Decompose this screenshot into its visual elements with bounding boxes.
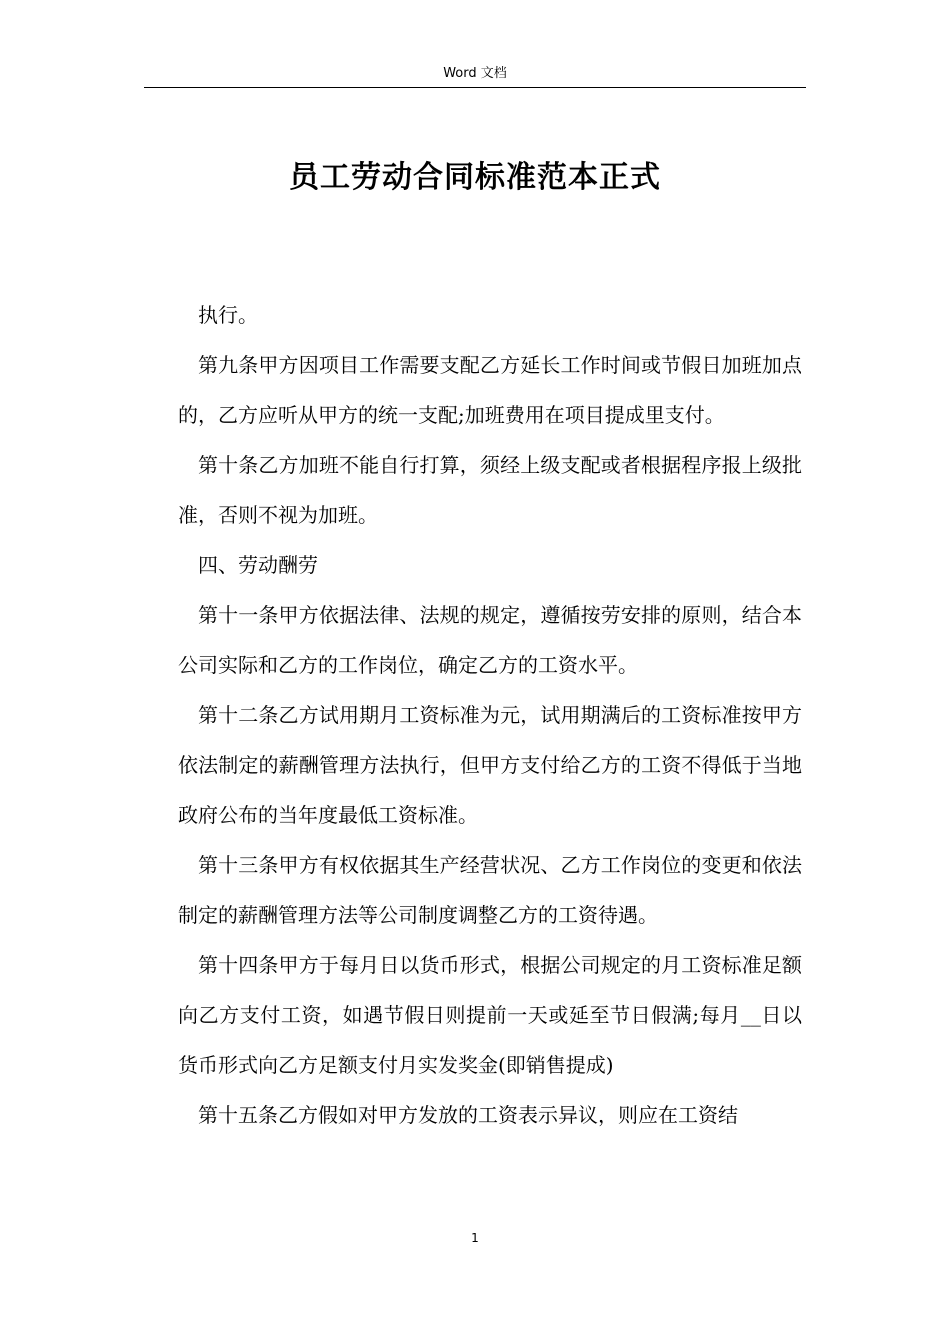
paragraph: 第十二条乙方试用期月工资标准为元，试用期满后的工资标准按甲方依法制定的薪酬管理方法执行，但甲方支付给乙方的工资不得低于当地政府公布的当年度最低工资标准。: [178, 703, 802, 827]
paragraph: 执行。: [198, 303, 258, 327]
section-heading: 四、劳动酬劳: [198, 553, 318, 577]
paragraph: 第十四条甲方于每月日以货币形式，根据公司规定的月工资标准足额向乙方支付工资，如遇节假日则提前一天或延至节日假满;每月__日以货币形式向乙方足额支付月实发奖金(即销售提成): [178, 953, 802, 1077]
paragraph: 第十一条甲方依据法律、法规的规定，遵循按劳安排的原则，结合本公司实际和乙方的工作岗位，确定乙方的工资水平。: [178, 603, 802, 677]
paragraph: 第十五条乙方假如对甲方发放的工资表示异议，则应在工资结: [198, 1103, 738, 1127]
document-body: [178, 290, 802, 1140]
page-number: 1: [471, 1231, 479, 1245]
document-title: 员工劳动合同标准范本正式: [289, 160, 661, 195]
header-divider: [144, 87, 806, 88]
page-header-text: Word 文档: [443, 66, 507, 81]
paragraph: 第十三条甲方有权依据其生产经营状况、乙方工作岗位的变更和依法制定的薪酬管理方法等公司制度调整乙方的工资待遇。: [178, 853, 802, 927]
paragraph: 第九条甲方因项目工作需要支配乙方延长工作时间或节假日加班加点的，乙方应听从甲方的统一支配;加班费用在项目提成里支付。: [178, 353, 802, 427]
paragraph: 第十条乙方加班不能自行打算，须经上级支配或者根据程序报上级批准，否则不视为加班。: [178, 453, 802, 527]
